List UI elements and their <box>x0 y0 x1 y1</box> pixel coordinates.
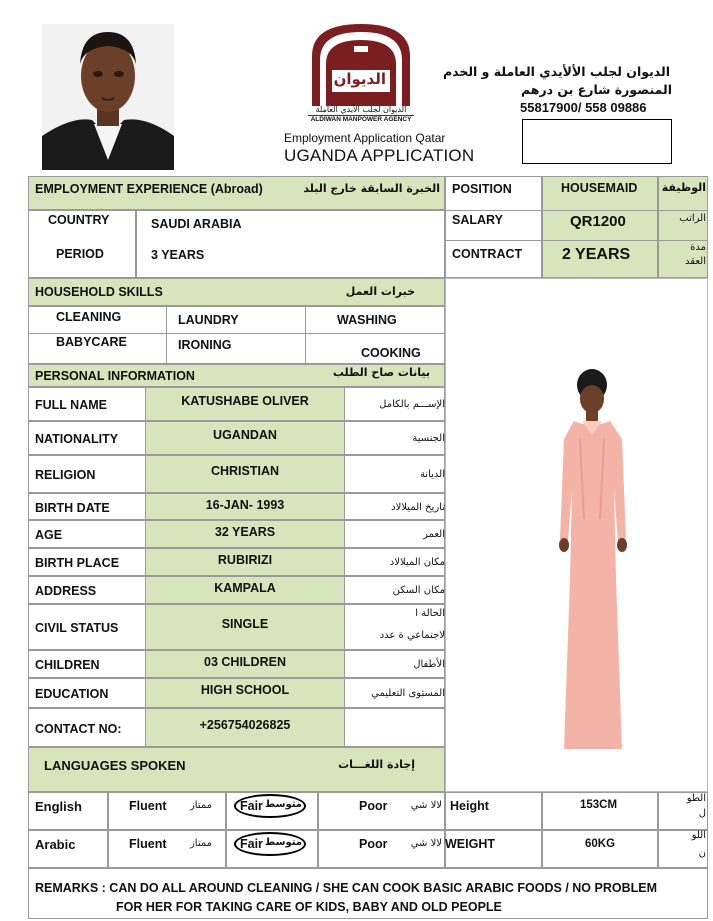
form-subtitle: Employment Application Qatar <box>284 131 446 145</box>
personal-label: CIVIL STATUS <box>35 621 119 635</box>
language-fair: Fair <box>240 837 263 851</box>
period-value: 3 YEARS <box>151 248 205 262</box>
logo-subtitle-arabic: الديوان لجلب الأيدي العاملة <box>315 105 407 114</box>
contract-label-arabic-2: العقد <box>685 256 706 267</box>
skill-babycare: BABYCARE <box>56 335 127 349</box>
language-poor-arabic: لالا شي <box>410 800 442 811</box>
skill-laundry: LAUNDRY <box>178 313 239 327</box>
personal-heading-arabic: بيانات صاح الطلب <box>332 366 430 379</box>
personal-value: SINGLE <box>221 617 269 631</box>
position-value: HOUSEMAID <box>561 181 638 195</box>
personal-label-arabic: العمر <box>423 529 445 540</box>
personal-label: RELIGION <box>35 468 96 482</box>
country-value: SAUDI ARABIA <box>151 217 242 231</box>
personal-label: BIRTH DATE <box>35 500 110 515</box>
personal-label: CONTACT NO: <box>35 721 122 736</box>
agency-phones: 55817900/ 558 09886 <box>520 100 647 115</box>
remarks-line-2: FOR HER FOR TAKING CARE OF KIDS, BABY AND OLD PEOPLE <box>116 900 502 914</box>
height-arabic-2: ل <box>698 808 706 819</box>
personal-label: NATIONALITY <box>35 432 119 446</box>
agency-name-arabic: الديوان لجلب الألأيدي العاملة و الخدم <box>442 64 670 79</box>
agency-address-arabic: المنصورة شارع بن درهم <box>521 82 672 97</box>
contract-label-arabic-1: مدة <box>690 242 706 253</box>
personal-label: ADDRESS <box>35 584 97 598</box>
language-fluent-arabic: ممتاز <box>189 838 212 849</box>
personal-value: 32 YEARS <box>214 525 276 539</box>
language-fluent-arabic: ممتاز <box>189 800 212 811</box>
skills-heading-arabic: خبرات العمل <box>345 285 415 298</box>
personal-label-arabic: الأطفال <box>413 659 445 670</box>
personal-label: BIRTH PLACE <box>35 556 120 570</box>
languages-heading-arabic: إجادة اللغـــات <box>338 758 415 771</box>
personal-label-arabic: مكان السكن <box>392 585 445 596</box>
personal-value: 16-JAN- 1993 <box>205 498 285 512</box>
language-fluent-cell <box>108 830 226 868</box>
language-fluent-cell <box>108 792 226 830</box>
personal-label: CHILDREN <box>35 658 100 672</box>
personal-label: FULL NAME <box>35 398 107 412</box>
remarks-line-1: REMARKS : CAN DO ALL AROUND CLEANING / SHE CAN COOK BASIC ARABIC FOODS / NO PROBLEM <box>35 881 657 895</box>
country-label: COUNTRY <box>48 213 110 227</box>
agency-logo <box>306 20 416 126</box>
height-value-cell <box>542 792 658 830</box>
personal-value: CHRISTIAN <box>210 464 280 478</box>
height-label: Height <box>450 799 489 813</box>
experience-heading: EMPLOYMENT EXPERIENCE (Abroad) <box>35 182 263 196</box>
personal-value: 03 CHILDREN <box>204 655 286 669</box>
form-title: UGANDA APPLICATION <box>284 146 475 165</box>
skills-heading: HOUSEHOLD SKILLS <box>35 285 163 299</box>
salary-label-arabic: الراتب <box>679 213 706 224</box>
passport-photo <box>42 24 174 170</box>
personal-label-arabic: الحالة ا <box>415 608 445 619</box>
personal-value: KATUSHABE OLIVER <box>181 394 309 408</box>
personal-value: KAMPALA <box>214 581 276 595</box>
personal-label: AGE <box>35 528 63 542</box>
personal-heading: PERSONAL INFORMATION <box>35 369 195 383</box>
contract-label: CONTRACT <box>452 247 523 261</box>
full-body-photo <box>445 278 708 792</box>
language-name: English <box>35 799 82 814</box>
personal-label-arabic: الجنسية <box>412 433 445 444</box>
weight-arabic-2: ن <box>698 848 706 859</box>
personal-label-arabic: مكان الميلالاد <box>389 557 445 568</box>
logo-english: ALDIWAN MANPOWER AGENCY <box>308 115 414 123</box>
language-fluent: Fluent <box>129 799 167 813</box>
personal-label-arabic: الديانة <box>419 469 445 480</box>
period-label: PERIOD <box>56 247 104 261</box>
reference-box <box>522 119 672 164</box>
weight-arabic-1: اللو <box>691 830 706 841</box>
language-fair: Fair <box>240 799 263 813</box>
personal-label-arabic: الإســـم بالكامل <box>379 399 445 410</box>
personal-label: EDUCATION <box>35 687 109 701</box>
personal-label-arabic: تاريخ الميلالاد <box>391 501 445 513</box>
experience-heading-arabic: الخبرة السابقة خارج البلد <box>303 182 440 195</box>
language-poor-arabic: لالا شي <box>410 838 442 849</box>
language-poor: Poor <box>359 837 388 851</box>
salary-value: QR1200 <box>570 213 626 230</box>
language-fair-arabic: متوسط <box>264 837 302 848</box>
language-name: Arabic <box>35 837 76 852</box>
personal-label-arabic-2: لاجتماعي ة عدد <box>379 630 445 641</box>
personal-value: +256754026825 <box>199 717 291 732</box>
skill-cooking: COOKING <box>361 346 421 360</box>
personal-value: RUBIRIZI <box>217 553 273 567</box>
skill-ironing: IRONING <box>178 338 232 352</box>
languages-heading: LANGUAGES SPOKEN <box>44 758 186 773</box>
weight-label: WEIGHT <box>445 837 495 851</box>
contract-value: 2 YEARS <box>562 246 631 263</box>
language-poor: Poor <box>359 799 388 813</box>
personal-label-arabic: المستوى التعليمي <box>371 688 445 699</box>
logo-arabic: الديوان <box>333 70 386 88</box>
weight-value: 60KG <box>585 838 616 850</box>
skill-washing: WASHING <box>337 313 397 327</box>
skill-cleaning: CLEANING <box>56 310 122 324</box>
height-arabic-1: الطو <box>686 793 706 804</box>
personal-value: UGANDAN <box>213 428 277 442</box>
language-fair-arabic: متوسط <box>264 799 302 810</box>
position-label: POSITION <box>452 182 512 196</box>
personal-value: HIGH SCHOOL <box>200 683 290 697</box>
position-label-arabic: الوظيفة <box>661 181 706 194</box>
salary-label: SALARY <box>452 213 503 227</box>
language-fluent: Fluent <box>129 837 167 851</box>
height-value: 153CM <box>580 799 618 811</box>
